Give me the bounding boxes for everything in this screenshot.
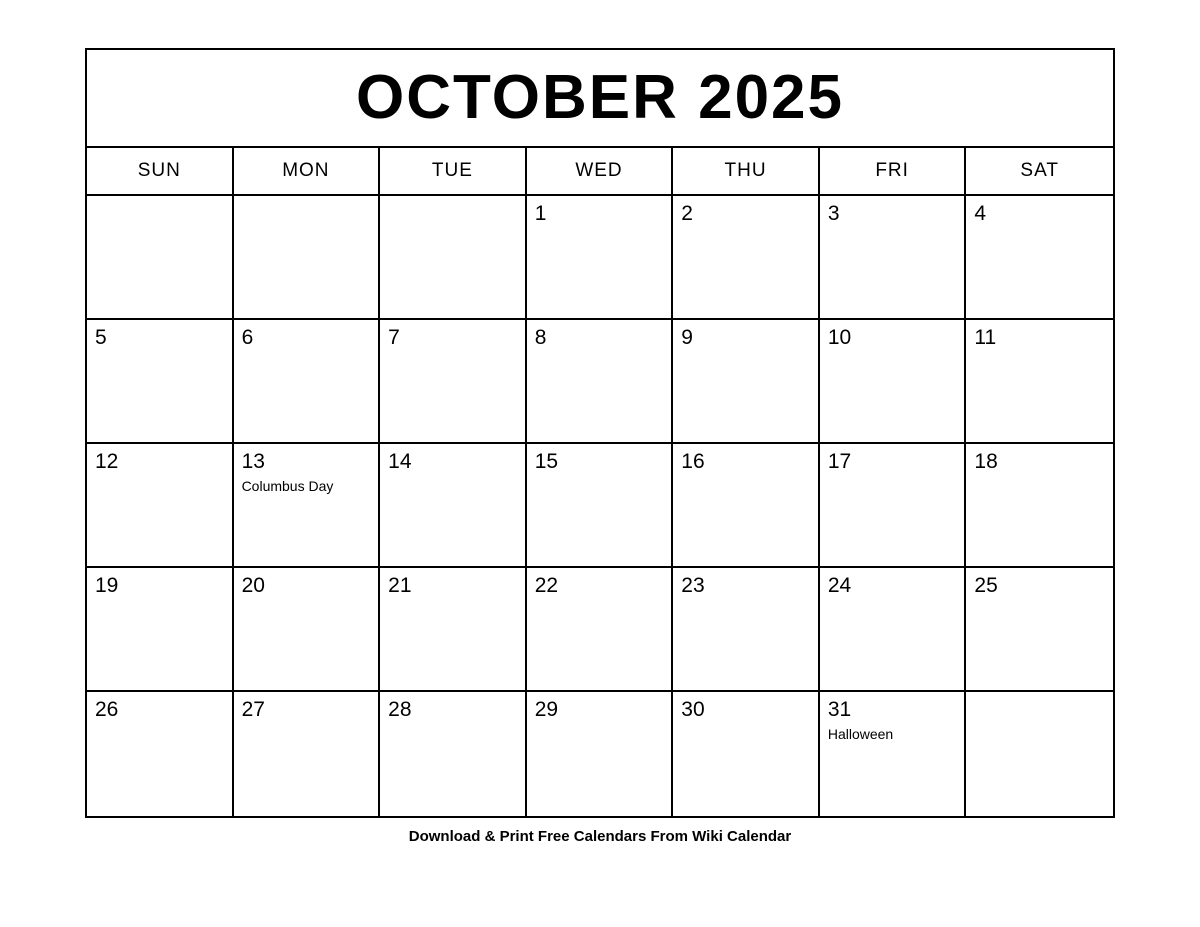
- day-number: 28: [388, 698, 412, 721]
- day-cell[interactable]: [966, 196, 1113, 318]
- day-cell[interactable]: [87, 568, 234, 690]
- day-event: Columbus Day: [241, 478, 334, 494]
- week-row: [87, 692, 1113, 816]
- calendar-weeks: [87, 196, 1113, 816]
- day-number: 6: [241, 326, 254, 349]
- day-cell[interactable]: [820, 196, 967, 318]
- week-row: [87, 320, 1113, 444]
- day-number: 26: [95, 698, 119, 721]
- day-cell[interactable]: [820, 320, 967, 442]
- day-cell[interactable]: [966, 320, 1113, 442]
- day-number: 16: [681, 450, 705, 473]
- day-cell[interactable]: [380, 568, 527, 690]
- day-cell[interactable]: [966, 444, 1113, 566]
- day-number: 14: [388, 450, 412, 473]
- week-row: [87, 196, 1113, 320]
- day-number: 31: [827, 698, 852, 721]
- day-cell[interactable]: [527, 196, 674, 318]
- day-number: 18: [974, 450, 998, 473]
- weekday-header-fri: FRI: [820, 148, 967, 194]
- day-cell[interactable]: [527, 692, 674, 816]
- day-number: 23: [681, 574, 705, 597]
- weekday-header-tue: TUE: [380, 148, 527, 194]
- day-cell[interactable]: [380, 692, 527, 816]
- day-number: 7: [388, 326, 400, 349]
- weekday-header-row: [87, 148, 1113, 196]
- day-cell[interactable]: [87, 320, 234, 442]
- day-cell[interactable]: [820, 444, 967, 566]
- day-number: 11: [974, 326, 997, 349]
- day-cell[interactable]: [673, 320, 820, 442]
- day-number: 5: [95, 326, 107, 349]
- day-cell[interactable]: [234, 196, 381, 318]
- weekday-header-wed: WED: [527, 148, 674, 194]
- day-number: 30: [681, 698, 705, 721]
- day-cell[interactable]: [87, 444, 234, 566]
- day-cell[interactable]: [820, 568, 967, 690]
- day-cell[interactable]: [234, 692, 381, 816]
- day-number: 19: [95, 574, 119, 597]
- day-number: 2: [681, 202, 693, 225]
- day-cell[interactable]: [673, 568, 820, 690]
- day-cell[interactable]: [234, 320, 381, 442]
- day-number: 27: [241, 698, 265, 721]
- day-event: Halloween: [827, 726, 894, 742]
- day-cell[interactable]: [380, 196, 527, 318]
- day-number: 20: [241, 574, 265, 597]
- day-cell[interactable]: [673, 444, 820, 566]
- weekday-header-sun: SUN: [87, 148, 234, 194]
- day-cell[interactable]: [87, 692, 234, 816]
- day-number: 13: [241, 450, 265, 473]
- day-number: 15: [534, 450, 559, 473]
- footer-lead-text: Download & Print Free Calendars From: [408, 828, 693, 845]
- day-cell[interactable]: [966, 692, 1113, 816]
- day-number: 17: [827, 450, 852, 473]
- day-cell[interactable]: [380, 444, 527, 566]
- day-cell[interactable]: [87, 196, 234, 318]
- day-number: 21: [388, 574, 412, 597]
- day-cell[interactable]: [673, 692, 820, 816]
- footer-brand-name: Wiki Calendar: [692, 828, 792, 845]
- day-cell[interactable]: [527, 568, 674, 690]
- day-number: 25: [974, 574, 998, 597]
- weekday-header-thu: THU: [673, 148, 820, 194]
- day-cell[interactable]: [234, 444, 381, 566]
- page-title: OCTOBER 2025: [355, 63, 845, 132]
- day-cell[interactable]: [527, 320, 674, 442]
- monthly-calendar: [85, 48, 1115, 818]
- day-number: 29: [534, 698, 559, 721]
- day-cell[interactable]: [380, 320, 527, 442]
- footer-credit: [0, 828, 1200, 845]
- day-cell[interactable]: [527, 444, 674, 566]
- day-number: 3: [827, 202, 840, 225]
- day-cell[interactable]: [673, 196, 820, 318]
- day-cell[interactable]: [234, 568, 381, 690]
- day-cell[interactable]: [966, 568, 1113, 690]
- day-cell[interactable]: [820, 692, 967, 816]
- day-number: 24: [827, 574, 852, 597]
- calendar-title-bar: [87, 50, 1113, 148]
- day-number: 1: [534, 202, 547, 225]
- weekday-header-sat: SAT: [1020, 160, 1059, 181]
- day-number: 8: [534, 326, 547, 349]
- week-row: [87, 568, 1113, 692]
- day-number: 22: [534, 574, 559, 597]
- day-number: 12: [95, 450, 119, 473]
- week-row: [87, 444, 1113, 568]
- day-number: 9: [681, 326, 693, 349]
- day-number: 4: [974, 202, 987, 225]
- weekday-header-mon: MON: [234, 148, 381, 194]
- day-number: 10: [827, 326, 852, 349]
